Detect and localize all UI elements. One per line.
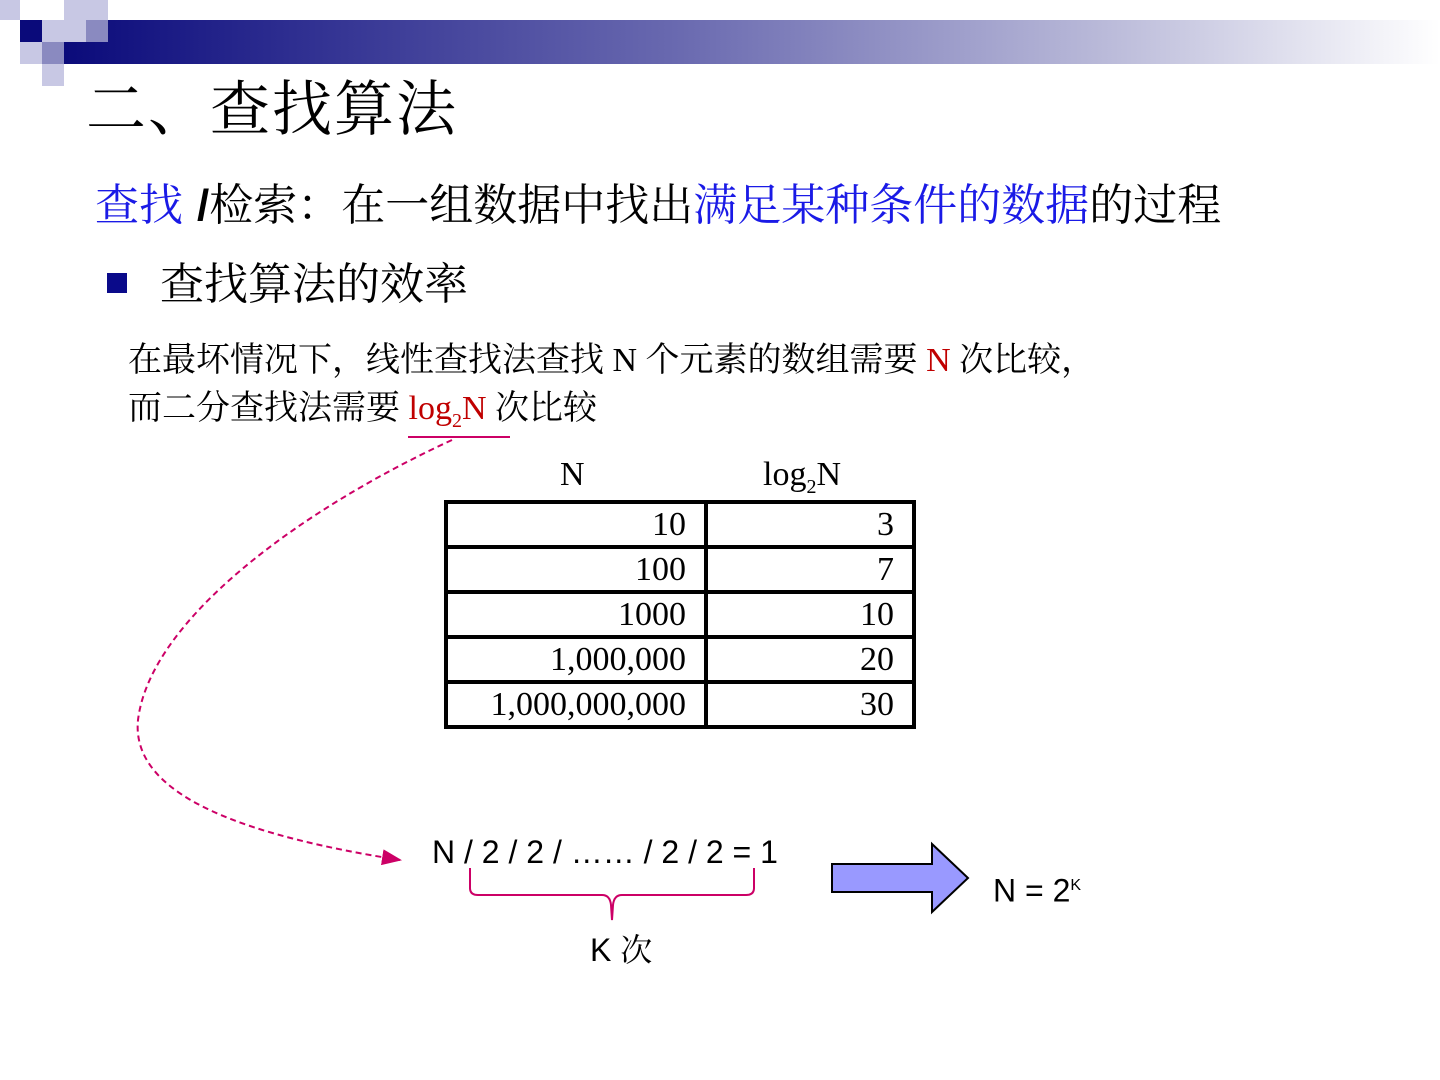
dashed-curve-arrow	[138, 440, 452, 860]
binary-count: $\log_2N$	[408, 390, 487, 432]
paragraph-line-1: 在最坏情况下，线性查找法查找 N 个元素的数组需要 N 次比较，	[128, 342, 1096, 379]
definition-term2: 检索：在一组数据中找出	[209, 180, 694, 231]
slide-title: 二、查找算法	[86, 75, 458, 145]
table-cell-log: 3	[706, 502, 914, 547]
block-arrow-icon	[832, 844, 968, 912]
table-cell-n: 1,000,000	[446, 637, 706, 682]
result-formula: $N = 2^K$	[993, 872, 1082, 909]
definition-slash: /	[197, 181, 210, 230]
table-header-log2n: $\log_2N$	[763, 456, 842, 498]
definition-tail: 的过程	[1089, 180, 1222, 231]
paragraph-line-2: 而二分查找法需要 $\log_2N$ 次比较	[128, 390, 598, 432]
table-cell-log: 7	[706, 547, 914, 592]
table-cell-log: 10	[706, 592, 914, 637]
bullet-heading: 查找算法的效率	[160, 259, 468, 310]
table-cell-n: 1,000,000,000	[446, 682, 706, 727]
definition-term: 查找	[95, 180, 183, 231]
k-times-label: K 次	[590, 931, 653, 969]
table-cell-n: 100	[446, 547, 706, 592]
table-cell-log: 30	[706, 682, 914, 727]
k-times-brace	[470, 868, 754, 920]
table-cell-log: 20	[706, 637, 914, 682]
table-header-n: N	[560, 456, 585, 493]
definition-highlight: 满足某种条件的数据	[693, 180, 1090, 231]
halving-equation: N / 2 / 2 / …… / 2 / 2 = 1	[432, 834, 778, 870]
table-cell-n: 1000	[446, 592, 706, 637]
linear-count: N	[926, 342, 951, 379]
table-cell-n: 10	[446, 502, 706, 547]
